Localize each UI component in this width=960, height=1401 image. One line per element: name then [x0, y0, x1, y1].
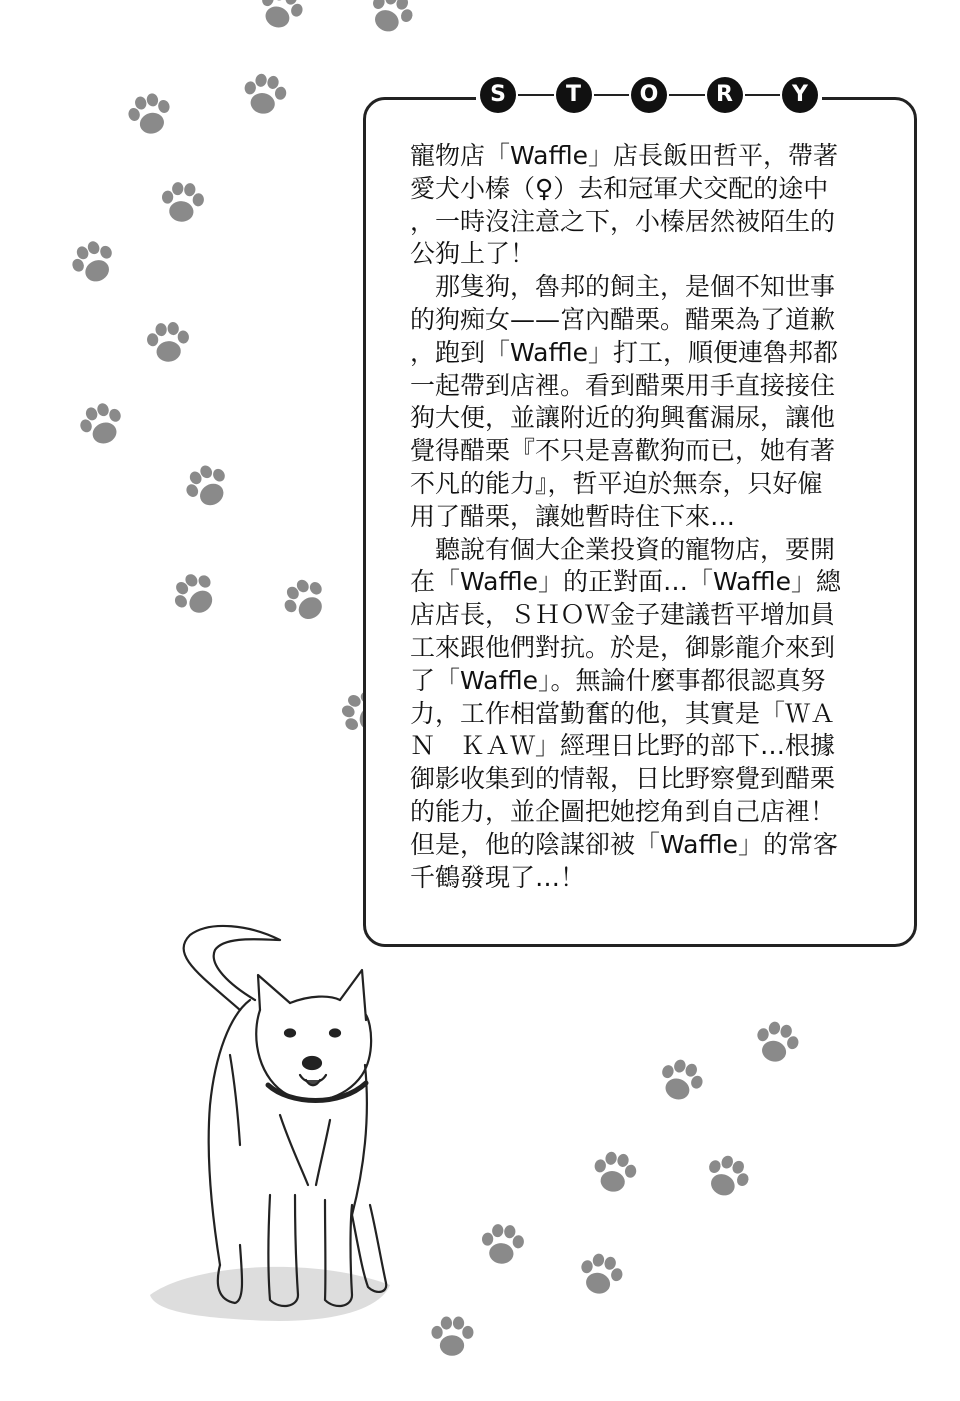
story-line: 的能力，並企圖把她挖角到自己店裡！	[410, 796, 836, 826]
paw-print-icon	[566, 1242, 635, 1311]
story-line: 力，工作相當勤奮的他，其實是「ＷＡ	[410, 698, 836, 728]
story-title-letter: Y	[782, 77, 818, 113]
paw-print-icon	[472, 1216, 533, 1277]
story-line: 千鶴發現了…！	[410, 862, 586, 892]
paw-print-icon	[138, 314, 199, 375]
paw-print-icon	[644, 1046, 716, 1118]
paw-print-icon	[244, 0, 316, 46]
paw-print-icon	[152, 174, 213, 235]
story-line: 公狗上了！	[410, 239, 536, 269]
story-line: ，跑到「Waffle」打工，順便連魯邦都	[410, 337, 838, 367]
story-text	[410, 140, 870, 894]
paw-print-icon	[66, 390, 138, 462]
paw-print-icon	[742, 1010, 811, 1079]
paw-print-icon	[232, 64, 297, 129]
story-line: 聽說有個大企業投資的寵物店，要開	[410, 534, 836, 564]
story-line: 在「Waffle」的正對面…「Waffle」總	[410, 567, 841, 597]
title-divider	[518, 94, 554, 96]
story-line: 但是，他的陰謀卻被「Waffle」的常客	[410, 829, 838, 859]
paw-print-icon	[157, 557, 236, 636]
story-line: 狗大便，並讓附近的狗興奮漏尿，讓他	[410, 403, 836, 433]
story-title-letter: T	[556, 77, 592, 113]
paw-print-icon	[170, 450, 246, 526]
paw-print-icon	[689, 1141, 763, 1215]
story-line: 的狗痴女——宮內醋栗。醋栗為了道歉	[410, 304, 836, 334]
paw-print-icon	[353, 0, 427, 51]
title-divider	[669, 94, 705, 96]
story-line: ，一時沒注意之下，小榛居然被陌生的	[410, 206, 836, 236]
story-line: 那隻狗，魯邦的飼主，是個不知世事	[410, 272, 836, 302]
story-line: 寵物店「Waffle」店長飯田哲平，帶著	[410, 141, 838, 170]
story-line: 御影收集到的情報，日比野察覺到醋栗	[410, 764, 836, 794]
title-divider	[594, 94, 630, 96]
story-line: 用了醋栗，讓她暫時住下來…	[410, 501, 736, 531]
story-line: 一起帶到店裡。看到醋栗用手直接接住	[410, 370, 836, 400]
paw-print-icon	[582, 1142, 647, 1207]
paw-print-icon	[57, 227, 131, 301]
story-line: 不凡的能力』，哲平迫於無奈，只好僱	[410, 468, 823, 498]
story-heading	[476, 76, 822, 114]
title-divider	[745, 94, 781, 96]
paw-print-icon	[424, 1310, 480, 1366]
story-title-letter: S	[480, 77, 516, 113]
story-line: 店店長，ＳＨＯＷ金子建議哲平增加員	[410, 600, 836, 630]
story-title-letter: R	[707, 77, 743, 113]
story-line: 工來跟他們對抗。於是，御影龍介來到	[410, 632, 836, 662]
story-line: 了「Waffle」。無論什麼事都很認真努	[410, 665, 826, 695]
story-line: 覺得醋栗『不只是喜歡狗而已，她有著	[410, 436, 836, 466]
story-title-letter: O	[631, 77, 667, 113]
dog-illustration	[130, 915, 410, 1355]
story-line: Ｎ ＫＡＷ」經理日比野的部下…根據	[410, 731, 836, 761]
story-line: 愛犬小榛（♀）去和冠軍犬交配的途中	[410, 173, 829, 203]
paw-print-icon	[116, 82, 185, 151]
paw-print-icon	[267, 563, 345, 641]
